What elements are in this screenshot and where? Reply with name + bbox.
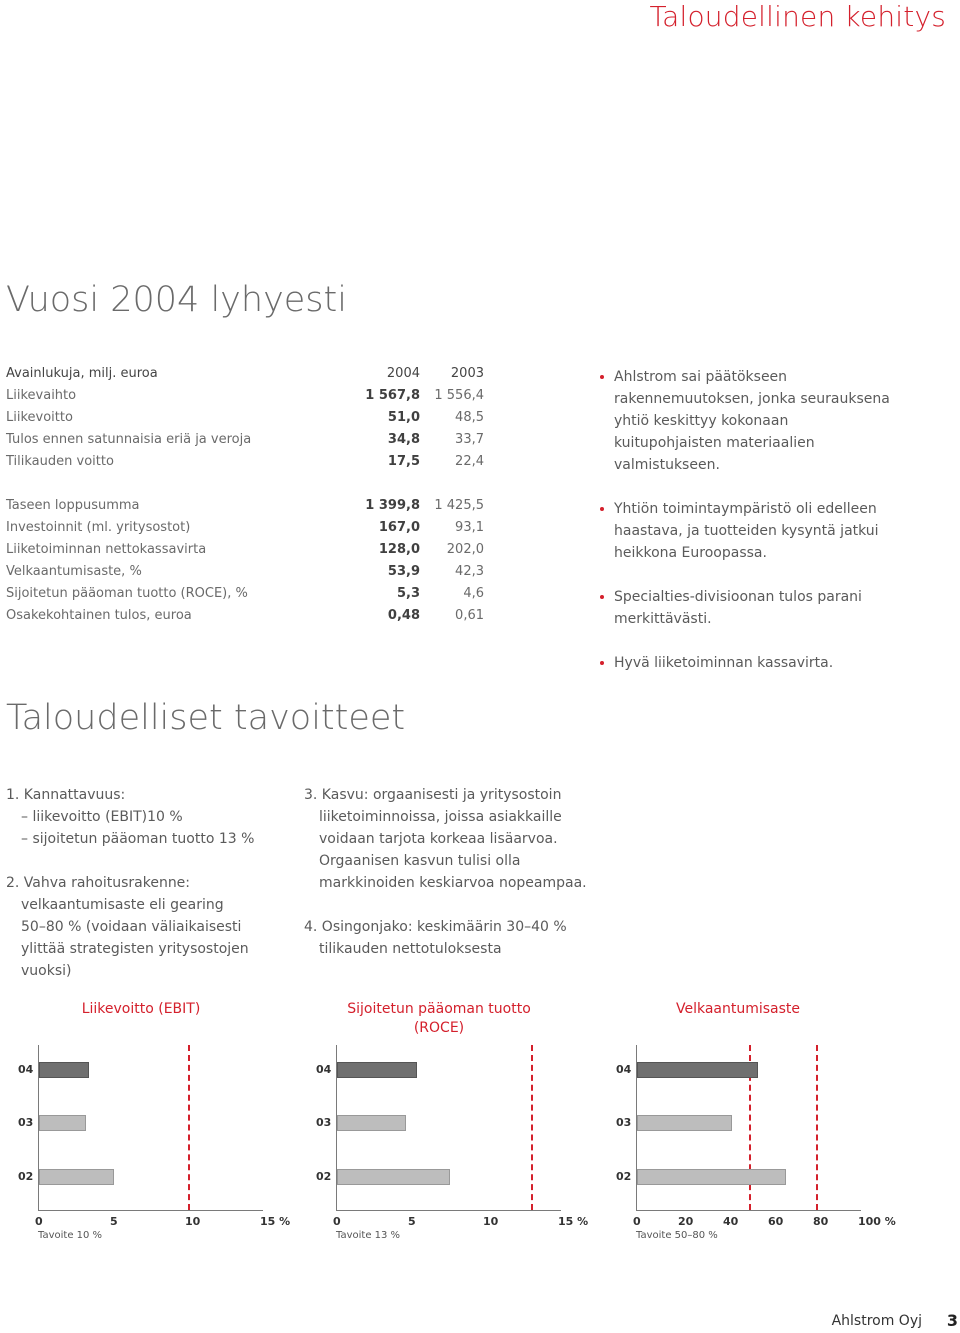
table-row xyxy=(6,608,490,626)
bullet-icon xyxy=(600,507,604,511)
page-number: 3 xyxy=(946,1311,958,1330)
bullet-icon xyxy=(600,595,604,599)
x-tick-label: 5 xyxy=(110,1215,118,1228)
row-label: Velkaantumisaste, % xyxy=(6,564,142,579)
bullet-text: Specialties-divisioonan tulos parani merkittävästi. xyxy=(614,589,862,627)
category-label: 02 xyxy=(18,1170,34,1183)
row-value-2004: 1 567,8 xyxy=(365,388,420,403)
chart-ebit xyxy=(18,1045,291,1228)
category-label: 03 xyxy=(616,1116,632,1129)
category-label: 04 xyxy=(616,1063,632,1076)
row-value-2003: 1 425,5 xyxy=(434,498,484,513)
row-value-2004: 34,8 xyxy=(387,432,420,447)
bar xyxy=(337,1115,406,1131)
goal-line: Orgaanisen kasvun tulisi olla xyxy=(319,853,521,869)
goal-line: tilikauden nettotuloksesta xyxy=(319,941,502,957)
table-row xyxy=(6,498,490,516)
goal-head: 2. Vahva rahoitusrakenne: xyxy=(6,875,191,891)
bullet-text: Hyvä liiketoiminnan kassavirta. xyxy=(614,655,834,671)
chart-title-line: (ROCE) xyxy=(413,1020,465,1036)
category-label: 02 xyxy=(316,1170,332,1183)
chart-target-caption: Tavoite 10 % xyxy=(38,1230,103,1241)
table-header-label: Avainlukuja, milj. euroa xyxy=(6,366,158,381)
table-row xyxy=(6,388,490,406)
row-label: Liiketoiminnan nettokassavirta xyxy=(6,542,207,557)
row-value-2004: 51,0 xyxy=(387,410,420,425)
category-label: 04 xyxy=(18,1063,34,1076)
x-tick-label: 40 xyxy=(723,1215,739,1228)
row-value-2003: 0,61 xyxy=(455,608,484,623)
goal-4 xyxy=(304,916,624,960)
bar xyxy=(337,1169,450,1185)
goals-left xyxy=(6,784,276,982)
row-value-2003: 93,1 xyxy=(455,520,484,535)
x-tick-label: 10 xyxy=(185,1215,201,1228)
target-line xyxy=(531,1045,533,1210)
x-tick-label: 0 xyxy=(333,1215,341,1228)
x-tick-label: 15 % xyxy=(260,1215,291,1228)
goal-line: liiketoiminnoissa, joissa asiakkaille xyxy=(319,809,562,825)
chart-target-caption: Tavoite 13 % xyxy=(336,1230,401,1241)
goal-head: 3. Kasvu: orgaanisesti ja yritysostoin xyxy=(304,787,562,803)
row-value-2004: 1 399,8 xyxy=(365,498,420,513)
bar xyxy=(39,1115,86,1131)
x-tick-label: 80 xyxy=(813,1215,829,1228)
bar xyxy=(637,1115,732,1131)
row-value-2003: 22,4 xyxy=(455,454,484,469)
row-label: Liikevoitto xyxy=(6,410,73,425)
x-tick-label: 5 xyxy=(408,1215,416,1228)
chart-title-gearing: Velkaantumisaste xyxy=(675,1001,801,1017)
x-tick-label: 15 % xyxy=(558,1215,589,1228)
row-value-2003: 4,6 xyxy=(463,586,484,601)
list-item xyxy=(600,652,900,674)
category-label: 02 xyxy=(616,1170,632,1183)
chart-target-caption: Tavoite 50–80 % xyxy=(636,1230,718,1241)
goal-line: velkaantumisaste eli gearing xyxy=(21,897,224,913)
goal-line: – liikevoitto (EBIT)10 % xyxy=(21,809,183,825)
row-value-2004: 0,48 xyxy=(387,608,420,623)
chart-gearing xyxy=(616,1045,896,1228)
list-item xyxy=(600,366,900,476)
goals-right xyxy=(304,784,624,960)
row-label: Sijoitetun pääoman tuotto (ROCE), % xyxy=(6,586,248,601)
row-label: Tilikauden voitto xyxy=(6,454,114,469)
x-tick-label: 60 xyxy=(768,1215,784,1228)
goal-line: markkinoiden keskiarvoa nopeampaa. xyxy=(319,875,587,891)
row-value-2004: 5,3 xyxy=(396,586,420,601)
row-label: Tulos ennen satunnaisia eriä ja veroja xyxy=(6,432,252,447)
target-line xyxy=(188,1045,190,1210)
row-value-2004: 53,9 xyxy=(387,564,420,579)
x-axis-line xyxy=(636,1210,861,1211)
table-header-2004: 2004 xyxy=(386,366,420,381)
row-value-2004: 128,0 xyxy=(378,542,420,557)
bar xyxy=(637,1169,786,1185)
goal-head: 1. Kannattavuus: xyxy=(6,787,126,803)
goal-head: 4. Osingonjako: keskimäärin 30–40 % xyxy=(304,919,567,935)
chart-roce xyxy=(316,1045,589,1228)
table-row xyxy=(6,432,490,450)
goal-line: – sijoitetun pääoman tuotto 13 % xyxy=(21,831,255,847)
row-label: Investoinnit (ml. yritysostot) xyxy=(6,520,191,535)
row-value-2004: 167,0 xyxy=(378,520,420,535)
row-label: Taseen loppusumma xyxy=(6,498,140,513)
bar xyxy=(337,1062,417,1078)
table-row xyxy=(6,564,490,582)
highlights-list xyxy=(600,366,900,696)
x-tick-label: 20 xyxy=(678,1215,694,1228)
x-axis-line xyxy=(38,1210,263,1211)
bullet-icon xyxy=(600,375,604,379)
goal-3 xyxy=(304,784,624,894)
goal-line: voidaan tarjota korkeaa lisäarvoa. xyxy=(319,831,558,847)
row-value-2003: 48,5 xyxy=(455,410,484,425)
table-header-2003: 2003 xyxy=(450,366,484,381)
table-row xyxy=(6,410,490,428)
x-axis-line xyxy=(336,1210,561,1211)
x-tick-label: 0 xyxy=(35,1215,43,1228)
bar xyxy=(39,1062,89,1078)
chart-title-ebit: Liikevoitto (EBIT) xyxy=(81,1001,201,1017)
goal-line: ylittää strategisten yritysostojen xyxy=(21,941,249,957)
category-label: 04 xyxy=(316,1063,332,1076)
x-tick-label: 100 % xyxy=(858,1215,896,1228)
row-value-2003: 33,7 xyxy=(455,432,484,447)
list-item xyxy=(600,498,900,564)
table-row xyxy=(6,454,490,472)
bullet-text: Ahlstrom sai päätökseen rakennemuutoksen, jonka seurauksena yhtiö keskittyy kokonaan kuitupohjaisten materiaalien valmistukseen. xyxy=(614,369,890,473)
row-value-2003: 202,0 xyxy=(446,542,484,557)
goal-line: 50–80 % (voidaan väliaikaisesti xyxy=(21,919,242,935)
x-tick-label: 10 xyxy=(483,1215,499,1228)
goal-2 xyxy=(6,872,276,982)
x-tick-label: 0 xyxy=(633,1215,641,1228)
chart-title-roce xyxy=(309,1000,569,1038)
table-row xyxy=(6,586,490,604)
goal-line: vuoksi) xyxy=(21,963,72,979)
bullet-text: Yhtiön toimintaympäristö oli edelleen haastava, ja tuotteiden kysyntä jatkui heikkona Euroopassa. xyxy=(614,501,879,561)
bar xyxy=(39,1169,114,1185)
row-label: Osakekohtainen tulos, euroa xyxy=(6,608,192,623)
table-row xyxy=(6,520,490,538)
row-value-2004: 17,5 xyxy=(387,454,420,469)
chart-title-line: Sijoitetun pääoman tuotto xyxy=(347,1001,531,1017)
table-row xyxy=(6,542,490,560)
bullet-icon xyxy=(600,661,604,665)
goal-1 xyxy=(6,784,276,850)
section-title-goals: Taloudelliset tavoitteet xyxy=(6,698,406,738)
header-title: Taloudellinen kehitys xyxy=(649,0,946,33)
row-value-2003: 1 556,4 xyxy=(434,388,484,403)
list-item xyxy=(600,586,900,630)
row-label: Liikevaihto xyxy=(6,388,77,403)
category-label: 03 xyxy=(18,1116,34,1129)
row-value-2003: 42,3 xyxy=(455,564,484,579)
category-label: 03 xyxy=(316,1116,332,1129)
footer-company: Ahlstrom Oyj xyxy=(831,1313,922,1329)
table-header xyxy=(6,366,490,384)
bar xyxy=(637,1062,758,1078)
target-line xyxy=(816,1045,818,1210)
section-title-year: Vuosi 2004 lyhyesti xyxy=(6,280,347,320)
